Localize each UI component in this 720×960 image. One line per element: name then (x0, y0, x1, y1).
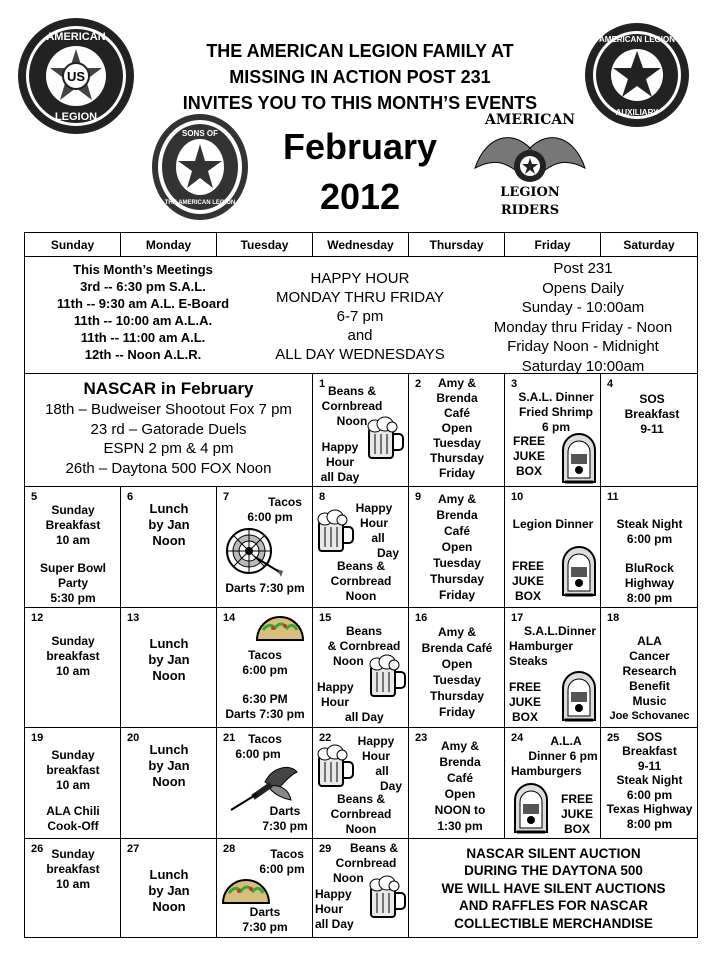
event-text: 6:00 pm (247, 510, 293, 525)
month-name: February (282, 126, 438, 167)
aux-top-text: AMERICAN LEGION (599, 35, 675, 44)
day-cell-26 (25, 838, 121, 937)
day-number: 3 (511, 378, 518, 391)
event-text: JUKE (508, 694, 541, 709)
happy-hour-line: 6-7 pm (336, 308, 384, 326)
event-text: Beans & (336, 791, 386, 806)
event-text: by Jan (148, 757, 190, 773)
event-text: Day (379, 778, 402, 793)
event-text: Research (622, 663, 677, 678)
event-text: & Cornbread (327, 638, 401, 653)
event-text: Darts (269, 803, 301, 818)
day-number: 2 (415, 378, 422, 391)
event-text: Lunch (149, 501, 189, 517)
day-number: 14 (223, 611, 236, 624)
taco-icon (255, 614, 305, 644)
event-text: all Day (320, 470, 360, 485)
day-cell-29 (313, 838, 409, 937)
event-text: Happy (315, 886, 352, 901)
meetings-title: This Month’s Meetings (73, 262, 213, 278)
event-text: 6:00 pm (626, 787, 673, 802)
event-text: JUKE (512, 449, 545, 464)
event-text: 10 am (55, 663, 91, 678)
day-number: 20 (127, 731, 140, 744)
event-text: Tuesday (433, 436, 481, 451)
event-text: Hour (326, 455, 354, 470)
event-text: Steaks (509, 653, 548, 668)
event-text: Happy (317, 679, 354, 694)
event-text: Sunday (51, 503, 95, 518)
dartboard-icon (225, 527, 285, 579)
nascar-schedule (25, 374, 313, 487)
post-hours (465, 259, 698, 374)
day-cell-3 (505, 374, 601, 487)
event-text: 9-11 (640, 422, 664, 437)
event-text: Hour (321, 694, 349, 709)
event-text: 9-11 (637, 758, 662, 773)
day-cell-11 (601, 487, 698, 607)
day-cell-4 (601, 374, 698, 487)
event-text: Café (446, 770, 473, 785)
event-text: by Jan (148, 882, 190, 898)
event-text: 6:00 pm (235, 746, 281, 761)
event-text: Noon (333, 870, 364, 885)
event-text: Noon (152, 773, 186, 789)
event-text: Texas Highway (606, 802, 693, 817)
event-text: Brenda (436, 508, 478, 523)
event-text: Open (441, 540, 473, 555)
event-text: Tacos (248, 647, 282, 662)
happy-hour-line: ALL DAY WEDNESDAYS (275, 346, 445, 364)
event-text: Hour (315, 901, 343, 916)
event-text: Sunday (51, 747, 95, 762)
day-number: 21 (223, 731, 236, 744)
auction-line: AND RAFFLES FOR NASCAR (459, 898, 648, 914)
event-text: Thursday (429, 572, 484, 587)
event-text: Beans (345, 623, 383, 638)
event-text: NOON to (434, 802, 486, 817)
week-row-4 (25, 727, 698, 838)
weekday-wednesday: Wednesday (313, 233, 409, 257)
event-text: all Day (315, 916, 354, 931)
event-text: JUKE (511, 574, 544, 589)
event-text: Hamburgers (511, 763, 582, 778)
day-number: 5 (31, 491, 38, 504)
legion-riders-emblem (470, 108, 590, 223)
event-text: 10 am (55, 533, 91, 548)
post-hours-line: Post 231 (553, 260, 613, 278)
nascar-title: NASCAR in February (83, 379, 254, 399)
day-cell-7 (217, 487, 313, 607)
weekday-sunday: Sunday (25, 233, 121, 257)
weekday-saturday: Saturday (601, 233, 698, 257)
event-text: 6:00 pm (259, 861, 305, 876)
riders-top-text: AMERICAN (484, 112, 576, 128)
header-line-3: INVITES YOU TO THIS MONTH’S EVENTS (182, 93, 538, 113)
happy-hour-notice (255, 269, 465, 364)
meeting-item: 11th -- 9:30 am A.L. E-Board (56, 296, 230, 312)
day-number: 24 (511, 731, 524, 744)
day-cell-14 (217, 607, 313, 727)
event-text: Amy & (440, 738, 479, 753)
event-text: BOX (563, 821, 590, 836)
event-text: JUKE (560, 806, 593, 821)
day-number: 4 (607, 378, 614, 391)
legion-center-text: US (66, 69, 86, 84)
happy-hour-line: HAPPY HOUR (310, 270, 410, 288)
event-text: SOS (639, 392, 665, 407)
day-number: 10 (511, 491, 524, 504)
beer-mug-icon (365, 416, 405, 462)
event-text: Sunday (51, 846, 95, 861)
day-number: 9 (415, 491, 422, 504)
week-row-5 (25, 838, 698, 937)
event-text: Music (632, 693, 667, 708)
day-cell-16 (409, 607, 505, 727)
event-text: 10 am (55, 876, 91, 891)
weekday-thursday: Thursday (409, 233, 505, 257)
event-text: 6 pm (541, 420, 570, 435)
event-text: Café (443, 524, 470, 539)
event-text: Noon (152, 667, 186, 683)
event-text: Friday (438, 704, 475, 719)
event-text: Open (441, 656, 473, 671)
event-text: Sunday (51, 633, 95, 648)
event-text: Cornbread (330, 806, 392, 821)
event-text: Thursday (429, 451, 484, 466)
nascar-line: 26th – Daytona 500 FOX Noon (65, 459, 272, 477)
event-text: 6:30 PM (242, 691, 288, 706)
auction-line: COLLECTIBLE MERCHANDISE (454, 915, 653, 931)
day-cell-6 (121, 487, 217, 607)
event-text: Lunch (149, 741, 189, 757)
day-number: 19 (31, 731, 44, 744)
event-text: Steak Night (616, 773, 683, 788)
taco-icon (221, 877, 271, 907)
event-text: Day (376, 546, 399, 561)
riders-bottom-text: RIDERS (500, 203, 560, 218)
day-cell-13 (121, 607, 217, 727)
sons-of-legion-emblem (150, 112, 250, 222)
day-cell-28 (217, 838, 313, 937)
day-cell-20 (121, 727, 217, 838)
event-text: Super Bowl (39, 561, 106, 576)
event-text: Breakfast (622, 744, 677, 759)
event-text: Tuesday (433, 556, 481, 571)
day-cell-8 (313, 487, 409, 607)
event-text: breakfast (46, 762, 100, 777)
event-text: Noon (345, 589, 377, 604)
weekday-friday: Friday (505, 233, 601, 257)
day-number: 18 (607, 611, 620, 624)
event-text: all (371, 531, 385, 546)
event-text: Tacos (270, 846, 304, 861)
event-text: Café (443, 406, 470, 421)
aux-bottom-text: AUXILIARY (615, 108, 659, 117)
event-text: Amy & (437, 492, 476, 507)
day-cell-10 (505, 487, 601, 607)
beer-mug-icon (367, 654, 407, 700)
event-text: Darts 7:30 pm (225, 581, 305, 596)
day-cell-12 (25, 607, 121, 727)
event-text: 5:30 pm (50, 591, 96, 606)
day-cell-5 (25, 487, 121, 607)
event-text: Lunch (149, 866, 189, 882)
event-text: Happy (355, 501, 393, 516)
nascar-line: 18th – Budweiser Shootout Fox 7 pm (45, 401, 292, 419)
event-text: 7:30 pm (242, 919, 288, 934)
day-cell-25 (601, 727, 698, 838)
event-text: 8:00 pm (626, 591, 673, 606)
day-number: 17 (511, 611, 524, 624)
event-text: all Day (345, 709, 384, 724)
post-hours-line: Opens Daily (542, 279, 624, 297)
meeting-item: 3rd -- 6:30 pm S.A.L. (80, 279, 206, 295)
legion-top-text: AMERICAN (46, 31, 106, 43)
event-text: Noon (152, 898, 186, 914)
day-cell-17 (505, 607, 601, 727)
weekday-monday: Monday (121, 233, 217, 257)
event-text: Cancer (629, 648, 670, 663)
info-banner (25, 257, 698, 374)
event-text: Beans & (327, 384, 377, 399)
month-title (240, 122, 480, 222)
day-number: 11 (607, 491, 619, 504)
event-text: Noon (336, 414, 368, 429)
event-text: 10 am (55, 777, 91, 792)
event-text: Cornbread (335, 855, 397, 870)
event-text: FREE (511, 559, 544, 574)
event-text: Cornbread (330, 574, 392, 589)
event-text: FREE (512, 434, 545, 449)
day-number: 13 (127, 611, 140, 624)
meeting-item: 11th -- 10:00 am A.L.A. (73, 313, 213, 329)
event-text: Darts 7:30 pm (225, 706, 305, 721)
day-cell-27 (121, 838, 217, 937)
happy-hour-line: MONDAY THRU FRIDAY (275, 289, 445, 307)
event-text: BOX (511, 709, 538, 724)
event-text: Brenda Café (421, 640, 493, 655)
day-cell-2 (409, 374, 505, 487)
event-text: breakfast (46, 861, 100, 876)
day-number: 12 (31, 611, 44, 624)
event-text: Steak Night (616, 517, 683, 532)
day-cell-21 (217, 727, 313, 838)
day-cell-22 (313, 727, 409, 838)
legion-bottom-text: LEGION (54, 111, 98, 123)
event-text: Hour (360, 516, 388, 531)
event-text: FREE (560, 791, 593, 806)
meeting-item: 11th -- 11:00 am A.L. (80, 330, 206, 346)
info-row (25, 257, 698, 374)
day-number: 8 (319, 491, 326, 504)
auction-line: NASCAR SILENT AUCTION (466, 845, 641, 861)
event-text: Happy (357, 733, 395, 748)
american-legion-emblem (16, 16, 136, 136)
event-text: 8:00 pm (626, 816, 673, 831)
day-number: 23 (415, 731, 428, 744)
week-row-2 (25, 487, 698, 607)
event-text: SOS (636, 729, 663, 744)
post-hours-line: Saturday 10:00am (521, 357, 645, 374)
event-text: Beans & (336, 559, 386, 574)
legion-auxiliary-emblem (584, 22, 690, 128)
event-text: Dinner 6 pm (528, 748, 598, 763)
event-text: Joe Schovanec (609, 709, 690, 722)
event-text: Noon (345, 821, 377, 836)
meeting-item: 12th -- Noon A.L.R. (84, 347, 202, 363)
event-text: by Jan (148, 651, 190, 667)
event-text: Darts (249, 904, 281, 919)
event-text: Tacos (268, 495, 302, 510)
day-cell-23 (409, 727, 505, 838)
day-number: 6 (127, 491, 134, 504)
event-text: Fried Shrimp (518, 405, 593, 420)
weekday-header-row (25, 233, 698, 257)
day-number: 16 (415, 611, 428, 624)
event-text: Lunch (149, 635, 189, 651)
event-text: Breakfast (45, 518, 101, 533)
event-text: Open (441, 421, 473, 436)
event-text: 6:00 pm (242, 662, 288, 677)
event-text: Friday (438, 588, 475, 603)
page-header (140, 38, 580, 116)
event-text: Amy & (437, 624, 476, 639)
event-text: BluRock (625, 561, 674, 576)
event-text: S.A.L.Dinner (523, 623, 596, 638)
silent-auction-notice (409, 838, 698, 937)
day-number: 28 (223, 842, 236, 855)
meetings-list (25, 261, 261, 363)
jukebox-icon (511, 782, 551, 834)
year: 2012 (319, 176, 401, 217)
event-text: Thursday (429, 688, 484, 703)
event-text: Cook-Off (47, 818, 99, 833)
event-text: all (375, 763, 389, 778)
jukebox-icon (559, 545, 599, 597)
week-row-1 (25, 374, 698, 487)
event-text: Benefit (629, 678, 670, 693)
event-text: Highway (624, 576, 675, 591)
event-text: Open (444, 786, 476, 801)
beer-mug-icon (367, 875, 407, 921)
day-number: 27 (127, 842, 140, 855)
event-text: Happy (321, 440, 359, 455)
event-text: ALA Chili (46, 803, 100, 818)
event-text: Hamburger (509, 638, 574, 653)
day-cell-19 (25, 727, 121, 838)
event-text: Party (57, 576, 89, 591)
jukebox-icon (559, 432, 599, 484)
day-cell-1 (313, 374, 409, 487)
event-text: FREE (508, 679, 541, 694)
event-text: Noon (333, 653, 364, 668)
event-text: breakfast (46, 648, 100, 663)
sons-bottom-text: THE AMERICAN LEGION (164, 200, 236, 206)
event-text: Legion Dinner (512, 517, 594, 532)
header-line-2: MISSING IN ACTION POST 231 (229, 67, 491, 87)
event-text: Cornbread (321, 399, 383, 414)
event-text: Tacos (248, 731, 282, 746)
post-hours-line: Monday thru Friday - Noon (493, 318, 673, 336)
post-hours-line: Friday Noon - Midnight (507, 338, 659, 356)
day-cell-24 (505, 727, 601, 838)
day-cell-15 (313, 607, 409, 727)
auction-line: WE WILL HAVE SILENT AUCTIONS (441, 880, 666, 896)
event-text: Brenda (436, 391, 478, 406)
day-number: 29 (319, 842, 332, 855)
calendar-grid (24, 232, 698, 938)
day-number: 7 (223, 491, 230, 504)
riders-mid-text: LEGION (500, 185, 560, 200)
event-text: A.L.A (550, 733, 582, 748)
weekday-tuesday: Tuesday (217, 233, 313, 257)
event-text: Hour (362, 748, 390, 763)
nascar-line: ESPN 2 pm & 4 pm (103, 440, 234, 458)
event-text: Beans & (349, 840, 399, 855)
event-text: 1:30 pm (437, 818, 483, 833)
auction-line: DURING THE DAYTONA 500 (464, 863, 643, 879)
jukebox-icon (559, 670, 599, 722)
day-number: 1 (319, 378, 326, 391)
day-number: 25 (607, 731, 620, 744)
day-cell-18 (601, 607, 698, 727)
day-number: 22 (319, 731, 332, 744)
event-text: Tuesday (433, 672, 481, 687)
happy-hour-line: and (347, 327, 373, 345)
event-text: Amy & (437, 376, 476, 391)
event-text: 7:30 pm (262, 818, 308, 833)
header-line-1: THE AMERICAN LEGION FAMILY AT (206, 41, 514, 61)
event-text: 6:00 pm (626, 532, 673, 547)
day-number: 26 (31, 842, 44, 855)
event-text: BOX (515, 464, 542, 479)
event-text: BOX (514, 589, 541, 604)
sons-top-text: SONS OF (181, 129, 219, 138)
event-text: Brenda (439, 754, 481, 769)
event-text: ALA (637, 633, 662, 648)
day-cell-9 (409, 487, 505, 607)
event-text: S.A.L. Dinner (518, 390, 594, 405)
day-number: 15 (319, 611, 332, 624)
week-row-3 (25, 607, 698, 727)
event-text: Noon (152, 533, 186, 549)
nascar-line: 23 rd – Gatorade Duels (90, 420, 247, 438)
event-text: Friday (438, 466, 475, 481)
post-hours-line: Sunday - 10:00am (521, 299, 645, 317)
event-text: by Jan (148, 517, 190, 533)
event-text: Breakfast (624, 407, 680, 422)
